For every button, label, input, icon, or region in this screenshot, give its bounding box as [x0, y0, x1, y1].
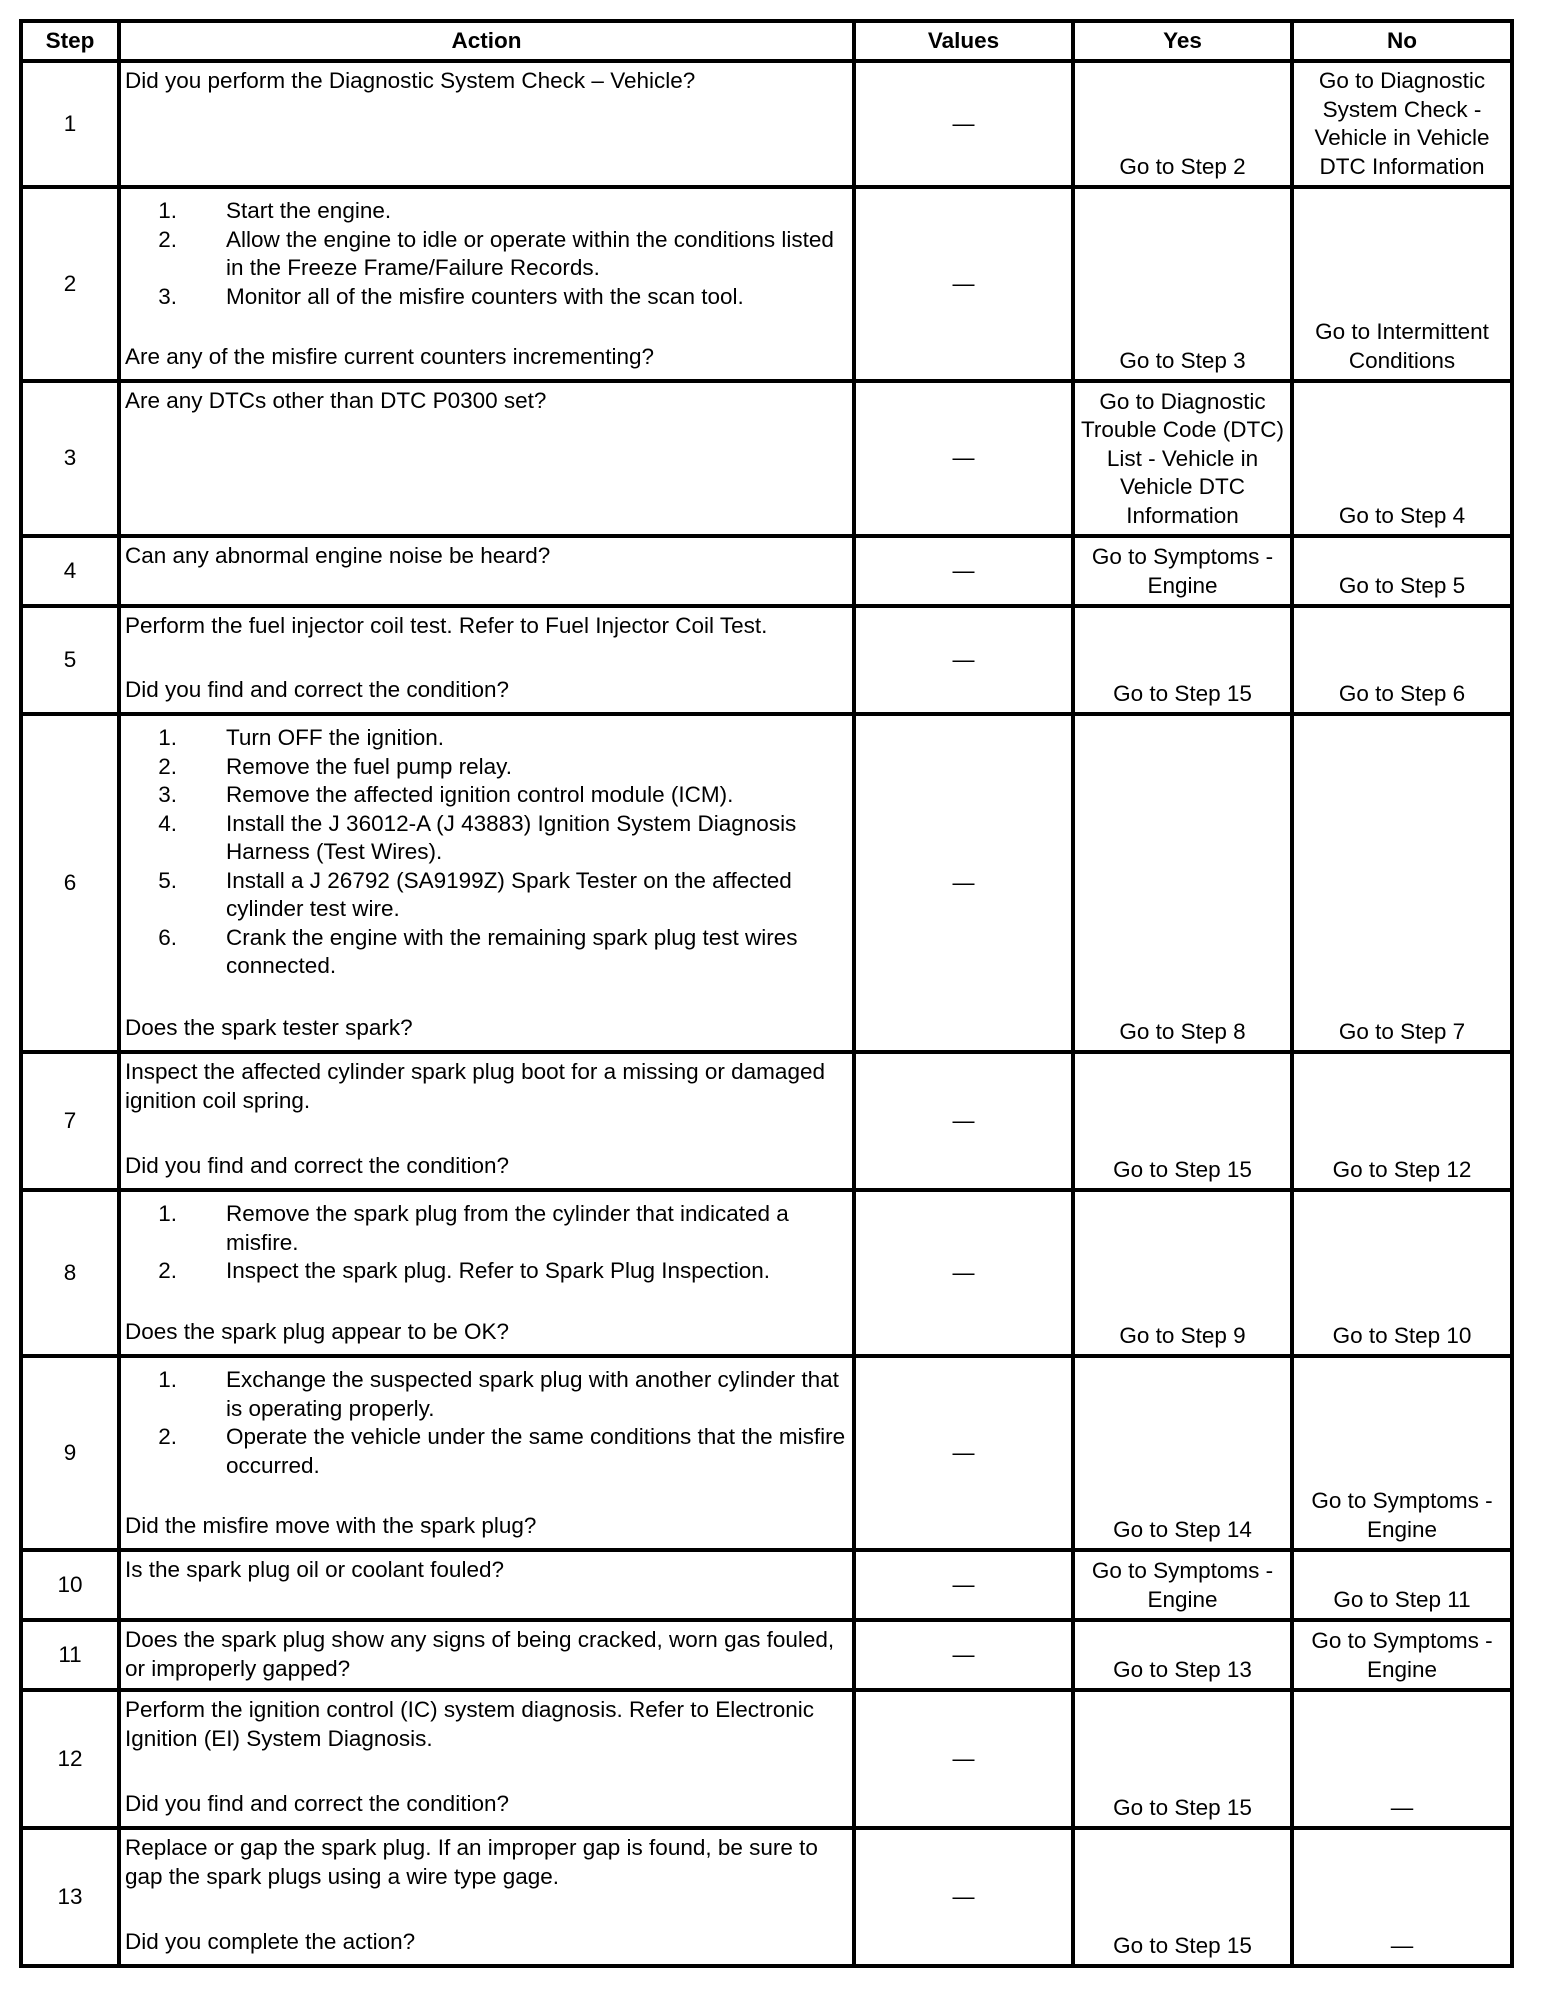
values-dash: —: [952, 646, 975, 672]
list-item-text: Start the engine.: [226, 198, 392, 223]
action-text: Replace or gap the spark plug. If an improper gap is found, be sure to gap the spark plugs using a wire type gage.: [125, 1835, 818, 1889]
list-item-text: Turn OFF the ignition.: [226, 725, 445, 750]
action-text: Are any DTCs other than DTC P0300 set?: [125, 388, 547, 413]
action-text: Perform the ignition control (IC) system diagnosis. Refer to Electronic Ignition (EI) System Diagnosis.: [125, 1697, 815, 1751]
no-action: Go to Symptoms - Engine: [1292, 1356, 1512, 1550]
yes-action: Go to Step 8: [1073, 714, 1292, 1052]
values-dash: —: [952, 445, 975, 471]
list-item-text: Crank the engine with the remaining spark plug test wires connected.: [226, 924, 798, 978]
step-number: 13: [21, 1828, 119, 1966]
action-cell: [119, 536, 854, 606]
list-item-number: 4.: [158, 810, 177, 836]
list-item: [125, 283, 846, 312]
yes-action: Go to Step 9: [1073, 1190, 1292, 1356]
list-item-text: Remove the spark plug from the cylinder that indicated a misfire.: [226, 1201, 789, 1255]
action-question: Did you find and correct the condition?: [125, 1152, 509, 1178]
list-item-text: Install the J 36012-A (J 43883) Ignition System Diagnosis Harness (Test Wires).: [226, 810, 797, 864]
values-cell: [854, 381, 1073, 536]
action-cell: [119, 381, 854, 536]
action-cell: [119, 714, 854, 1052]
list-item-number: 5.: [158, 867, 177, 893]
step-number: 8: [21, 1190, 119, 1356]
list-item-text: Allow the engine to idle or operate within the conditions listed in the Freeze Frame/Failure Records.: [226, 226, 834, 280]
no-action: Go to Diagnostic System Check - Vehicle in Vehicle DTC Information: [1292, 61, 1512, 187]
step-number: 10: [21, 1550, 119, 1620]
action-text: Inspect the affected cylinder spark plug boot for a missing or damaged ignition coil spring.: [125, 1059, 825, 1113]
list-item-text: Remove the fuel pump relay.: [226, 753, 512, 779]
no-action: Go to Symptoms - Engine: [1292, 1620, 1512, 1690]
values-dash: —: [952, 1883, 975, 1909]
list-item-text: Operate the vehicle under the same conditions that the misfire occurred.: [226, 1424, 846, 1478]
table-row: [21, 1550, 1512, 1620]
values-cell: [854, 187, 1073, 381]
values-cell: [854, 1828, 1073, 1966]
values-dash: —: [952, 270, 975, 296]
header-step: Step: [21, 21, 119, 61]
action-text: Does the spark plug show any signs of being cracked, worn gas fouled, or improperly gapped?: [125, 1627, 835, 1681]
action-question: Did you find and correct the condition?: [125, 1790, 509, 1816]
list-item-text: Remove the affected ignition control module (ICM).: [226, 782, 734, 807]
yes-action: Go to Step 15: [1073, 1690, 1292, 1828]
list-item-number: 1.: [158, 1201, 177, 1226]
yes-action: Go to Step 15: [1073, 606, 1292, 714]
no-action: Go to Step 7: [1292, 714, 1512, 1052]
table-row: [21, 187, 1512, 381]
action-steps-list: [125, 193, 846, 311]
table-row: [21, 536, 1512, 606]
list-item: [125, 810, 846, 867]
action-question: Are any of the misfire current counters incrementing?: [125, 343, 654, 369]
values-cell: [854, 536, 1073, 606]
values-dash: —: [952, 1571, 975, 1597]
action-cell: [119, 606, 854, 714]
values-cell: [854, 606, 1073, 714]
values-dash: —: [952, 869, 975, 895]
list-item-number: 2.: [158, 226, 177, 252]
values-cell: [854, 61, 1073, 187]
list-item-text: Monitor all of the misfire counters with the scan tool.: [226, 283, 744, 309]
list-item: [125, 924, 846, 981]
table-row: [21, 1828, 1512, 1966]
action-cell: [119, 1828, 854, 1966]
no-action: —: [1292, 1828, 1512, 1966]
list-item-number: 2.: [158, 1424, 177, 1449]
step-number: 6: [21, 714, 119, 1052]
action-cell: [119, 1620, 854, 1690]
list-item: [125, 1257, 846, 1286]
list-item-number: 1.: [158, 198, 177, 223]
values-cell: [854, 714, 1073, 1052]
table-row: [21, 714, 1512, 1052]
values-cell: [854, 1690, 1073, 1828]
values-dash: —: [952, 1439, 975, 1465]
action-cell: [119, 187, 854, 381]
values-dash: —: [952, 1259, 975, 1285]
table-body: [21, 61, 1512, 1966]
yes-action: Go to Diagnostic Trouble Code (DTC) List - Vehicle in Vehicle DTC Information: [1073, 381, 1292, 536]
header-action: Action: [119, 21, 854, 61]
yes-action: Go to Symptoms - Engine: [1073, 536, 1292, 606]
table-row: [21, 606, 1512, 714]
action-question: Did the misfire move with the spark plug?: [125, 1512, 537, 1538]
values-dash: —: [952, 110, 975, 136]
values-cell: [854, 1620, 1073, 1690]
table-row: [21, 1052, 1512, 1190]
list-item-number: 2.: [158, 753, 177, 779]
action-cell: [119, 1052, 854, 1190]
diagnostic-table: [19, 19, 1514, 1968]
no-action: Go to Intermittent Conditions: [1292, 187, 1512, 381]
values-cell: [854, 1052, 1073, 1190]
action-question: Did you complete the action?: [125, 1928, 416, 1954]
list-item-text: Inspect the spark plug. Refer to Spark Plug Inspection.: [226, 1258, 771, 1283]
step-number: 4: [21, 536, 119, 606]
list-item-text: Install a J 26792 (SA9199Z) Spark Tester on the affected cylinder test wire.: [226, 867, 792, 921]
no-action: Go to Step 11: [1292, 1550, 1512, 1620]
action-question: Does the spark plug appear to be OK?: [125, 1318, 509, 1344]
action-cell: [119, 1190, 854, 1356]
action-steps-list: [125, 720, 846, 981]
step-number: 2: [21, 187, 119, 381]
values-dash: —: [952, 1641, 975, 1667]
yes-action: Go to Symptoms - Engine: [1073, 1550, 1292, 1620]
no-action: Go to Step 6: [1292, 606, 1512, 714]
action-text: Is the spark plug oil or coolant fouled?: [125, 1557, 504, 1582]
table-row: [21, 381, 1512, 536]
step-number: 7: [21, 1052, 119, 1190]
action-cell: [119, 1356, 854, 1550]
table-row: [21, 1620, 1512, 1690]
values-dash: —: [952, 1745, 975, 1771]
list-item-number: 2.: [158, 1258, 177, 1283]
yes-action: Go to Step 3: [1073, 187, 1292, 381]
step-number: 5: [21, 606, 119, 714]
values-cell: [854, 1550, 1073, 1620]
step-number: 11: [21, 1620, 119, 1690]
header-no: No: [1292, 21, 1512, 61]
action-cell: [119, 61, 854, 187]
list-item-number: 1.: [158, 725, 177, 750]
header-row: [21, 21, 1512, 61]
table-row: [21, 1356, 1512, 1550]
no-action: Go to Step 10: [1292, 1190, 1512, 1356]
list-item: [125, 753, 846, 782]
list-item: [125, 867, 846, 924]
values-cell: [854, 1190, 1073, 1356]
yes-action: Go to Step 15: [1073, 1052, 1292, 1190]
header-yes: Yes: [1073, 21, 1292, 61]
list-item: [125, 226, 846, 283]
list-item: [125, 1366, 846, 1423]
list-item-number: 3.: [158, 283, 177, 309]
list-item-number: 3.: [158, 782, 177, 807]
no-action: —: [1292, 1690, 1512, 1828]
action-question: Did you find and correct the condition?: [125, 676, 509, 702]
step-number: 3: [21, 381, 119, 536]
no-action: Go to Step 5: [1292, 536, 1512, 606]
values-dash: —: [952, 1107, 975, 1133]
action-text: Did you perform the Diagnostic System Check – Vehicle?: [125, 68, 696, 93]
action-cell: [119, 1550, 854, 1620]
step-number: 9: [21, 1356, 119, 1550]
action-steps-list: [125, 1196, 846, 1286]
action-steps-list: [125, 1362, 846, 1480]
list-item: [125, 197, 846, 226]
no-action: Go to Step 4: [1292, 381, 1512, 536]
yes-action: Go to Step 2: [1073, 61, 1292, 187]
list-item: [125, 724, 846, 753]
list-item: [125, 781, 846, 810]
action-text: Perform the fuel injector coil test. Refer to Fuel Injector Coil Test.: [125, 613, 768, 638]
values-dash: —: [952, 557, 975, 583]
step-number: 12: [21, 1690, 119, 1828]
list-item: [125, 1200, 846, 1257]
list-item-number: 6.: [158, 924, 177, 950]
table-row: [21, 1190, 1512, 1356]
list-item-number: 1.: [158, 1367, 177, 1392]
yes-action: Go to Step 14: [1073, 1356, 1292, 1550]
action-question: Does the spark tester spark?: [125, 1014, 413, 1040]
table-row: [21, 61, 1512, 187]
header-values: Values: [854, 21, 1073, 61]
list-item: [125, 1423, 846, 1480]
action-cell: [119, 1690, 854, 1828]
yes-action: Go to Step 13: [1073, 1620, 1292, 1690]
list-item-text: Exchange the suspected spark plug with another cylinder that is operating properly.: [226, 1367, 839, 1421]
values-cell: [854, 1356, 1073, 1550]
yes-action: Go to Step 15: [1073, 1828, 1292, 1966]
step-number: 1: [21, 61, 119, 187]
action-text: Can any abnormal engine noise be heard?: [125, 543, 551, 568]
no-action: Go to Step 12: [1292, 1052, 1512, 1190]
table-row: [21, 1690, 1512, 1828]
